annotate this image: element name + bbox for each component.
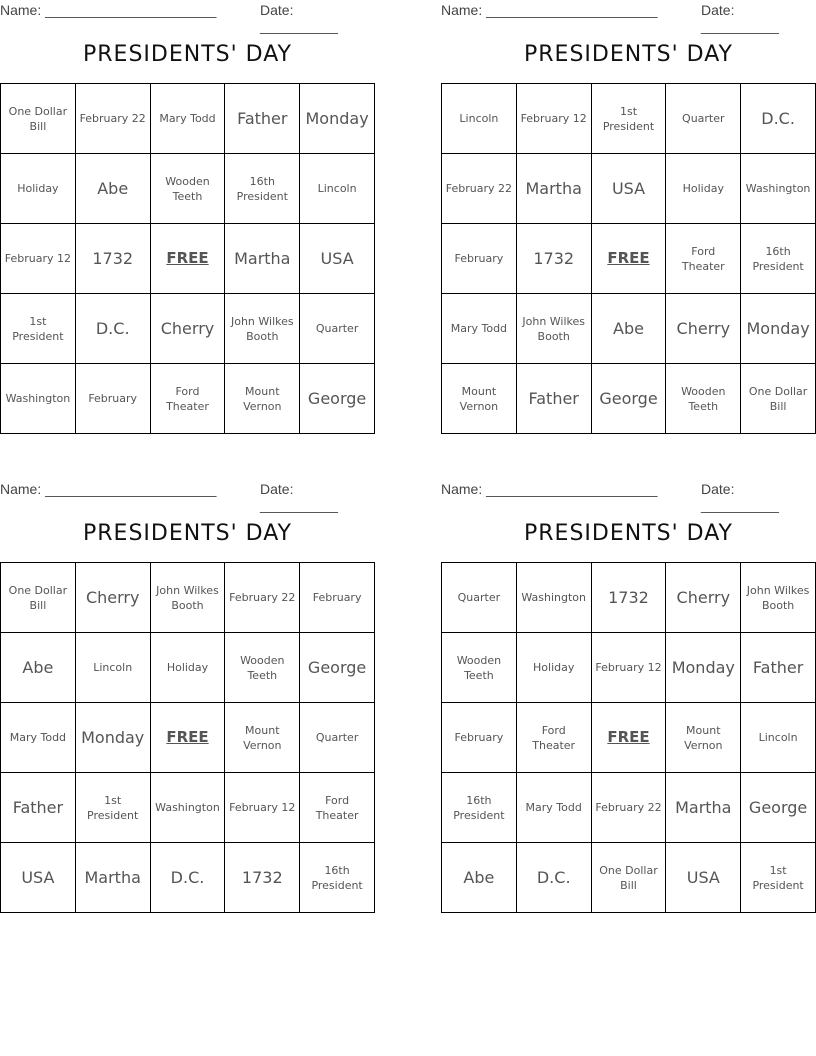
bingo-cell[interactable]: Quarter <box>666 84 741 154</box>
bingo-cell[interactable]: Mount Vernon <box>225 703 300 773</box>
name-field[interactable]: Name: ______________________ <box>441 481 658 497</box>
bingo-cell[interactable]: Quarter <box>300 294 375 364</box>
bingo-cell[interactable]: Mary Todd <box>1 703 76 773</box>
bingo-cell[interactable]: Cherry <box>666 294 741 364</box>
card-header <box>441 479 816 513</box>
card-title: PRESIDENTS' DAY <box>83 42 292 67</box>
card-header <box>0 0 375 34</box>
name-field[interactable]: Name: ______________________ <box>441 2 658 18</box>
bingo-cell[interactable]: D.C. <box>151 843 226 913</box>
card-title: PRESIDENTS' DAY <box>83 521 292 546</box>
bingo-cell[interactable]: 1st President <box>1 294 76 364</box>
bingo-cell[interactable]: 1st President <box>741 843 816 913</box>
bingo-cell[interactable]: Quarter <box>300 703 375 773</box>
bingo-cell[interactable]: February <box>442 224 517 294</box>
bingo-cell[interactable]: Mary Todd <box>442 294 517 364</box>
bingo-card-4 <box>441 479 816 914</box>
bingo-cell[interactable]: 16th President <box>300 843 375 913</box>
bingo-cell[interactable]: February 22 <box>442 154 517 224</box>
bingo-cell[interactable]: February 22 <box>225 563 300 633</box>
bingo-cell[interactable]: Holiday <box>151 633 226 703</box>
bingo-cell[interactable]: Wooden Teeth <box>151 154 226 224</box>
bingo-grid <box>441 562 816 913</box>
bingo-cell[interactable]: February 12 <box>1 224 76 294</box>
bingo-card-2 <box>441 0 816 435</box>
bingo-grid <box>441 83 816 434</box>
bingo-cell[interactable]: 1st President <box>76 773 151 843</box>
name-field[interactable]: Name: ______________________ <box>0 481 217 497</box>
bingo-cell[interactable]: Monday <box>741 294 816 364</box>
bingo-cell[interactable]: Martha <box>517 154 592 224</box>
bingo-cell[interactable]: D.C. <box>76 294 151 364</box>
bingo-cell[interactable]: Abe <box>592 294 667 364</box>
bingo-cell[interactable]: George <box>300 364 375 434</box>
bingo-cell[interactable]: Ford Theater <box>300 773 375 843</box>
bingo-cell[interactable]: USA <box>592 154 667 224</box>
bingo-cell[interactable]: Martha <box>225 224 300 294</box>
bingo-cell[interactable]: Wooden Teeth <box>442 633 517 703</box>
bingo-cell[interactable]: 1732 <box>76 224 151 294</box>
bingo-cell[interactable]: George <box>741 773 816 843</box>
free-space-cell[interactable]: FREE <box>151 703 226 773</box>
bingo-cell[interactable]: Father <box>225 84 300 154</box>
card-title: PRESIDENTS' DAY <box>524 521 733 546</box>
bingo-cell[interactable]: Martha <box>666 773 741 843</box>
bingo-cell[interactable]: Mount Vernon <box>442 364 517 434</box>
bingo-cell[interactable]: 1732 <box>225 843 300 913</box>
bingo-cell[interactable]: Monday <box>76 703 151 773</box>
bingo-cell[interactable]: February 12 <box>592 633 667 703</box>
bingo-cell[interactable]: Wooden Teeth <box>225 633 300 703</box>
date-field[interactable]: Date: __________ <box>701 2 779 34</box>
bingo-cell[interactable]: February <box>442 703 517 773</box>
bingo-grid <box>0 83 375 434</box>
bingo-cell[interactable]: February <box>300 563 375 633</box>
bingo-cell[interactable]: Mary Todd <box>151 84 226 154</box>
bingo-cell[interactable]: Martha <box>76 843 151 913</box>
bingo-cell[interactable]: Washington <box>151 773 226 843</box>
bingo-cell[interactable]: 1st President <box>592 84 667 154</box>
bingo-cell[interactable]: Cherry <box>76 563 151 633</box>
bingo-cell[interactable]: Mount Vernon <box>666 703 741 773</box>
bingo-cell[interactable]: Quarter <box>442 563 517 633</box>
bingo-cell[interactable]: Washington <box>1 364 76 434</box>
bingo-cell[interactable]: 1732 <box>517 224 592 294</box>
bingo-card-3 <box>0 479 375 914</box>
bingo-cell[interactable]: Monday <box>666 633 741 703</box>
date-field[interactable]: Date: __________ <box>260 2 338 34</box>
bingo-cell[interactable]: Washington <box>741 154 816 224</box>
bingo-cell[interactable]: John Wilkes Booth <box>741 563 816 633</box>
bingo-cell[interactable]: Wooden Teeth <box>666 364 741 434</box>
bingo-cell[interactable]: Lincoln <box>76 633 151 703</box>
date-field[interactable]: Date: __________ <box>260 481 338 513</box>
bingo-cell[interactable]: 16th President <box>741 224 816 294</box>
card-header <box>0 479 375 513</box>
card-header <box>441 0 816 34</box>
bingo-cell[interactable]: Monday <box>300 84 375 154</box>
bingo-cell[interactable]: Washington <box>517 563 592 633</box>
bingo-cell[interactable]: Lincoln <box>300 154 375 224</box>
bingo-cell[interactable]: John Wilkes Booth <box>151 563 226 633</box>
bingo-cell[interactable]: One Dollar Bill <box>741 364 816 434</box>
bingo-cell[interactable]: D.C. <box>741 84 816 154</box>
bingo-cell[interactable]: George <box>592 364 667 434</box>
name-field[interactable]: Name: ______________________ <box>0 2 217 18</box>
card-title: PRESIDENTS' DAY <box>524 42 733 67</box>
bingo-cell[interactable]: John Wilkes Booth <box>225 294 300 364</box>
bingo-cell[interactable]: Cherry <box>666 563 741 633</box>
bingo-cell[interactable]: 16th President <box>225 154 300 224</box>
bingo-cell[interactable]: Holiday <box>666 154 741 224</box>
bingo-cell[interactable]: One Dollar Bill <box>1 563 76 633</box>
bingo-cell[interactable]: Lincoln <box>442 84 517 154</box>
bingo-cell[interactable]: Ford Theater <box>666 224 741 294</box>
bingo-cell[interactable]: USA <box>666 843 741 913</box>
date-field[interactable]: Date: __________ <box>701 481 779 513</box>
bingo-cell[interactable]: Cherry <box>151 294 226 364</box>
free-space-cell[interactable]: FREE <box>592 703 667 773</box>
bingo-cell[interactable]: Ford Theater <box>151 364 226 434</box>
bingo-cell[interactable]: February 12 <box>517 84 592 154</box>
bingo-cell[interactable]: D.C. <box>517 843 592 913</box>
bingo-cell[interactable]: John Wilkes Booth <box>517 294 592 364</box>
bingo-cell[interactable]: Father <box>1 773 76 843</box>
bingo-cell[interactable]: Mount Vernon <box>225 364 300 434</box>
bingo-cell[interactable]: USA <box>1 843 76 913</box>
bingo-cell[interactable]: Lincoln <box>741 703 816 773</box>
bingo-cell[interactable]: February 22 <box>592 773 667 843</box>
bingo-cell[interactable]: One Dollar Bill <box>1 84 76 154</box>
bingo-cell[interactable]: Mary Todd <box>517 773 592 843</box>
bingo-cell[interactable]: Abe <box>442 843 517 913</box>
bingo-cell[interactable]: Ford Theater <box>517 703 592 773</box>
bingo-cell[interactable]: Holiday <box>1 154 76 224</box>
bingo-cell[interactable]: USA <box>300 224 375 294</box>
bingo-cell[interactable]: February <box>76 364 151 434</box>
bingo-cell[interactable]: Holiday <box>517 633 592 703</box>
bingo-cell[interactable]: 1732 <box>592 563 667 633</box>
bingo-cell[interactable]: 16th President <box>442 773 517 843</box>
bingo-cell[interactable]: February 12 <box>225 773 300 843</box>
free-space-cell[interactable]: FREE <box>151 224 226 294</box>
bingo-cell[interactable]: Abe <box>76 154 151 224</box>
bingo-grid <box>0 562 375 913</box>
bingo-cell[interactable]: Father <box>741 633 816 703</box>
bingo-cell[interactable]: George <box>300 633 375 703</box>
bingo-cell[interactable]: Father <box>517 364 592 434</box>
bingo-card-1 <box>0 0 375 435</box>
bingo-cell[interactable]: Abe <box>1 633 76 703</box>
bingo-cell[interactable]: One Dollar Bill <box>592 843 667 913</box>
free-space-cell[interactable]: FREE <box>592 224 667 294</box>
bingo-cell[interactable]: February 22 <box>76 84 151 154</box>
